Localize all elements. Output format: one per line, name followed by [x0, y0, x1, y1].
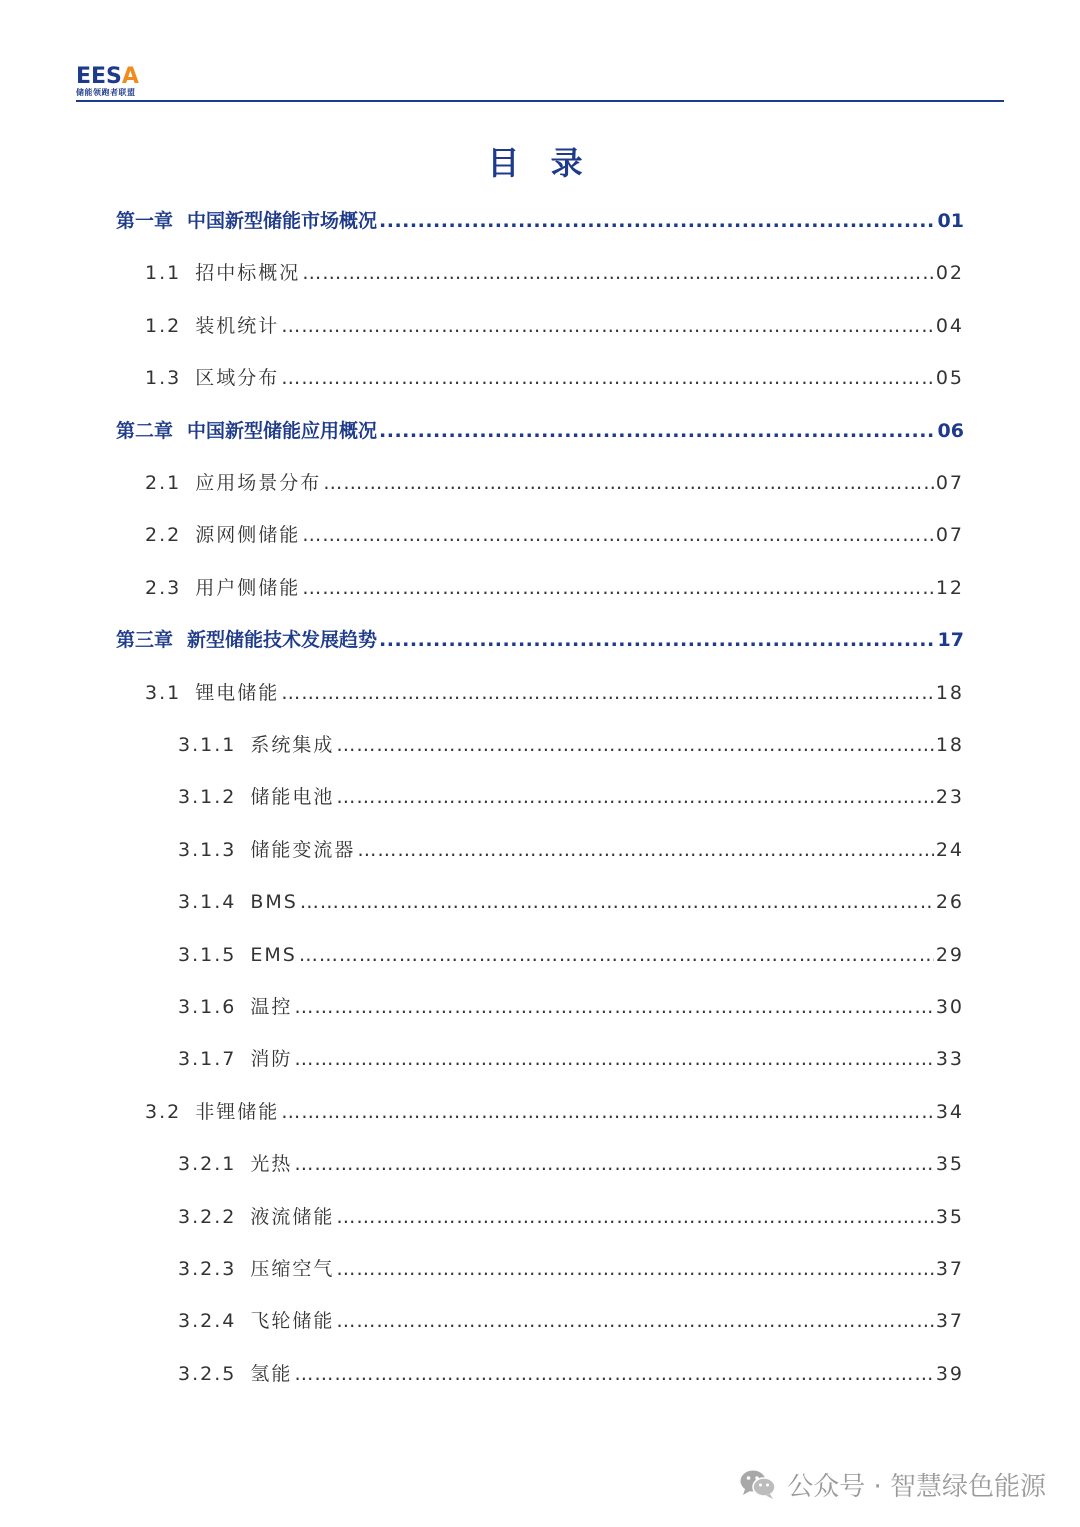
- toc-entry-section[interactable]: [145, 1098, 964, 1126]
- toc-entry-sub[interactable]: [178, 941, 964, 969]
- toc-entry-number: 第一章: [116, 210, 174, 232]
- toc-entry-title: 非锂储能: [195, 1100, 280, 1123]
- toc-dot-leader: [294, 993, 933, 1021]
- toc-entry-number: 1.3: [145, 367, 182, 390]
- toc-dot-leader: [357, 836, 933, 864]
- toc-entry-title: 源网侧储能: [195, 524, 301, 547]
- toc-entry-title: 新型储能技术发展趋势: [187, 629, 378, 652]
- toc-entry-section[interactable]: [145, 679, 964, 707]
- toc-page-number: 12: [935, 576, 964, 599]
- toc-entry-number: 3.1.6: [178, 996, 237, 1018]
- toc-entry-sub[interactable]: [178, 1255, 964, 1283]
- toc-entry-title: BMS: [250, 891, 298, 914]
- toc-entry-number: 第二章: [116, 419, 174, 442]
- toc-dot-leader: [336, 1255, 933, 1283]
- toc-page-number: 06: [937, 419, 964, 442]
- toc-page-number: 33: [935, 1048, 964, 1071]
- toc-entry-number: 3.1.1: [178, 734, 237, 756]
- toc-entry-sub[interactable]: [178, 1150, 964, 1178]
- toc-entry-title: 储能变流器: [250, 838, 356, 861]
- toc-entry-chapter[interactable]: [116, 417, 964, 445]
- toc-page-number: 39: [935, 1362, 964, 1385]
- toc-entry-title: 消防: [250, 1048, 293, 1071]
- toc-dot-leader: [336, 731, 933, 759]
- toc-entry-number: 3.2.5: [178, 1362, 237, 1385]
- toc-entry-section[interactable]: [145, 574, 964, 602]
- toc-entry-sub[interactable]: [178, 1307, 964, 1335]
- toc-entry-section[interactable]: [145, 259, 964, 287]
- toc-entry-title: 区域分布: [195, 367, 280, 390]
- toc-entry-section[interactable]: [145, 521, 964, 549]
- toc-entry-sub[interactable]: [178, 1203, 964, 1231]
- toc-entry-number: 1.2: [145, 314, 182, 337]
- toc-entry-number: 1.1: [145, 262, 182, 285]
- toc-entry-sub[interactable]: [178, 836, 964, 864]
- toc-entry-title: EMS: [250, 943, 297, 966]
- toc-page-number: 30: [935, 996, 964, 1018]
- toc-dot-leader: [302, 521, 934, 549]
- toc-dot-leader: [294, 1150, 933, 1178]
- wechat-icon: [739, 1468, 777, 1500]
- toc-page-number: 37: [935, 1258, 964, 1280]
- toc-page-number: 18: [935, 734, 964, 756]
- toc-entry-section[interactable]: [145, 312, 964, 340]
- toc-entry-chapter[interactable]: [116, 626, 964, 654]
- toc-entry-number: 3.2.1: [178, 1153, 237, 1176]
- toc-page-number: 24: [935, 838, 964, 861]
- toc-dot-leader: [302, 259, 934, 287]
- toc-entry-title: 锂电储能: [195, 681, 280, 704]
- toc-dot-leader: [281, 679, 934, 707]
- toc-entry-section[interactable]: [145, 364, 964, 392]
- toc-entry-title: 应用场景分布: [195, 472, 322, 494]
- toc-entry-number: 3.1.7: [178, 1048, 237, 1071]
- toc-page-number: 37: [935, 1310, 964, 1333]
- toc-dot-leader: [302, 574, 934, 602]
- toc-page-number: 23: [935, 786, 964, 809]
- toc-dot-leader: [281, 312, 934, 340]
- toc-page-number: 26: [935, 891, 964, 914]
- toc-entry-sub[interactable]: [178, 731, 964, 759]
- toc-entry-number: 3.2.4: [178, 1310, 237, 1333]
- logo-subtitle: 储能领跑者联盟: [76, 88, 136, 97]
- toc-page-number: 07: [935, 472, 964, 494]
- toc-page-number: 35: [935, 1205, 964, 1228]
- toc-dot-leader: [323, 469, 934, 497]
- toc-dot-leader: [379, 417, 936, 445]
- toc-dot-leader: [281, 364, 934, 392]
- toc-dot-leader: [336, 1203, 933, 1231]
- toc-entry-number: 3.1.2: [178, 786, 237, 809]
- toc-entry-section[interactable]: [145, 469, 964, 497]
- toc-entry-title: 系统集成: [250, 734, 335, 756]
- toc-entry-number: 2.1: [145, 472, 182, 494]
- watermark: [739, 1466, 1046, 1502]
- toc-entry-number: 3.2: [145, 1100, 182, 1123]
- toc-entry-chapter[interactable]: [116, 207, 964, 235]
- toc-dot-leader: [294, 1045, 933, 1073]
- toc-entry-title: 飞轮储能: [250, 1310, 335, 1333]
- toc-page-number: 04: [935, 314, 964, 337]
- toc-entry-sub[interactable]: [178, 783, 964, 811]
- toc-page-number: 34: [935, 1100, 964, 1123]
- toc-entry-number: 3.1: [145, 681, 182, 704]
- toc-page-number: 17: [937, 629, 964, 652]
- toc-entry-title: 装机统计: [195, 314, 280, 337]
- toc-entry-sub[interactable]: [178, 1360, 964, 1388]
- toc-entry-title: 中国新型储能市场概况: [187, 210, 378, 232]
- toc-entry-number: 3.2.2: [178, 1205, 237, 1228]
- toc-page-number: 18: [935, 681, 964, 704]
- toc-dot-leader: [299, 941, 934, 969]
- toc-entry-title: 温控: [250, 996, 293, 1018]
- toc-entry-number: 3.1.5: [178, 943, 237, 966]
- toc-entry-sub[interactable]: [178, 1045, 964, 1073]
- toc-dot-leader: [379, 207, 936, 235]
- toc-entry-title: 中国新型储能应用概况: [187, 419, 378, 442]
- toc-page-number: 07: [935, 524, 964, 547]
- toc-entry-number: 2.2: [145, 524, 182, 547]
- toc-dot-leader: [294, 1360, 933, 1388]
- toc-entry-title: 氢能: [250, 1362, 293, 1385]
- toc-page-number: 05: [935, 367, 964, 390]
- page-title: 目 录: [487, 144, 593, 182]
- toc-dot-leader: [379, 626, 936, 654]
- toc-entry-title: 光热: [250, 1153, 293, 1176]
- toc-entry-number: 3.2.3: [178, 1258, 237, 1280]
- toc-page-number: 35: [935, 1153, 964, 1176]
- toc-page-number: 29: [935, 943, 964, 966]
- toc-page-number: 02: [935, 262, 964, 285]
- toc-dot-leader: [336, 783, 933, 811]
- toc-entry-title: 招中标概况: [195, 262, 301, 285]
- toc-entry-title: 压缩空气: [250, 1258, 335, 1280]
- toc-entry-title: 用户侧储能: [195, 576, 301, 599]
- toc-entry-title: 储能电池: [250, 786, 335, 809]
- toc-dot-leader: [300, 888, 934, 916]
- toc-entry-sub[interactable]: [178, 993, 964, 1021]
- toc-entry-sub[interactable]: [178, 888, 964, 916]
- toc-dot-leader: [336, 1307, 933, 1335]
- logo-mark-text: EESA: [76, 64, 139, 89]
- toc-page-number: 01: [937, 210, 964, 232]
- toc-entry-number: 3.1.3: [178, 838, 237, 861]
- toc-dot-leader: [281, 1098, 934, 1126]
- toc-entry-number: 2.3: [145, 576, 182, 599]
- toc-entry-number: 第三章: [116, 629, 174, 652]
- toc-entry-number: 3.1.4: [178, 891, 237, 914]
- watermark-text: 公众号 · 智慧绿色能源: [787, 1471, 1046, 1502]
- toc-entry-title: 液流储能: [250, 1205, 335, 1228]
